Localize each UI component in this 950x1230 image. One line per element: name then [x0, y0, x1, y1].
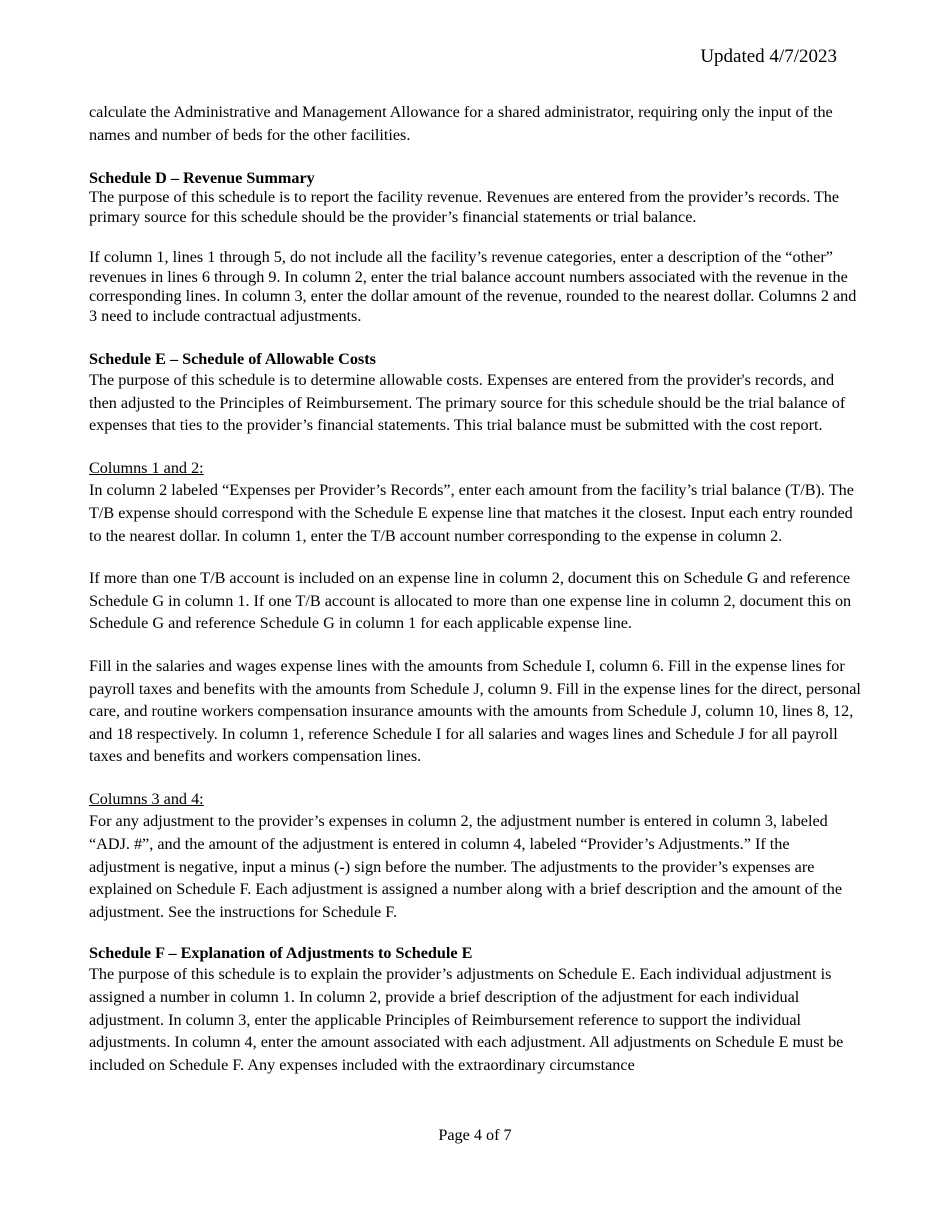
- columns-1-2-paragraph-2: If more than one T/B account is included on an expense line in column 2, document this on Schedule G and reference Schedule G in column 1. If one T/B account is allocated to more than one expense line in column 2, document this on Schedule G and reference Schedule G in column 1 for each applicable expense line.: [89, 569, 852, 633]
- schedule-e-heading: Schedule E – Schedule of Allowable Costs: [89, 349, 376, 368]
- columns-1-2-paragraph-1: In column 2 labeled “Expenses per Provider’s Records”, enter each amount from the facility’s trial balance (T/B). The T/B expense should correspond with the Schedule E expense line that matches it the closest. Input each entry rounded to the nearest dollar. In column 1, enter the T/B account number corresponding to the expense in column 2.: [89, 481, 854, 545]
- schedule-d-heading: Schedule D – Revenue Summary: [89, 169, 315, 188]
- schedule-f-heading: Schedule F – Explanation of Adjustments to Schedule E: [89, 944, 473, 963]
- schedule-e-section: [89, 349, 864, 923]
- schedule-d-purpose: The purpose of this schedule is to report the facility revenue. Revenues are entered from the provider’s records. The primary source for this schedule should be the provider’s financial statements or trial balance.: [89, 188, 840, 226]
- schedule-f-purpose: The purpose of this schedule is to explain the provider’s adjustments on Schedule E. Each individual adjustment is assigned a number in column 1. In column 2, provide a brief description of the adjustment for each individual adjustment. In column 3, enter the applicable Principles of Reimbursement reference to support the individual adjustments. In column 4, enter the amount associated with each adjustment. All adjustments on Schedule E must be included on Schedule F. Any expenses included with the extraordinary circumstance: [89, 965, 844, 1074]
- schedule-d-section: [89, 168, 864, 327]
- columns-3-4-heading: Columns 3 and 4:: [89, 789, 204, 808]
- schedule-e-purpose: The purpose of this schedule is to determine allowable costs. Expenses are entered from the provider's records, and then adjusted to the Principles of Reimbursement. The primary source for this schedule should be the trial balance of expenses that ties to the provider’s financial statements. This trial balance must be submitted with the cost report.: [89, 370, 846, 435]
- document-body: [89, 101, 864, 1076]
- schedule-f-section: [89, 943, 864, 1076]
- columns-1-2-paragraph-3: Fill in the salaries and wages expense lines with the amounts from Schedule I, column 6. Fill in the expense lines for payroll taxes and benefits with the amounts from Schedule J, column 9. Fill in the expense lines for the direct, personal care, and routine workers compensation insurance amounts with the amounts from Schedule J, column 10, lines 8, 12, and 18 respectively. In column 1, reference Schedule I for all salaries and wages lines and Schedule J for all payroll taxes and benefits and workers compensation lines.: [89, 656, 861, 766]
- schedule-d-instructions: If column 1, lines 1 through 5, do not include all the facility’s revenue categories, enter a description of the “other” revenues in lines 6 through 9. In column 2, enter the trial balance account numbers associated with the revenue in the corresponding lines. In column 3, enter the dollar amount of the revenue, rounded to the nearest dollar. Columns 2 and 3 need to include contractual adjustments.: [89, 247, 857, 326]
- page-number: Page 4 of 7: [438, 1126, 512, 1144]
- updated-date: Updated 4/7/2023: [700, 46, 837, 67]
- intro-paragraph: calculate the Administrative and Management Allowance for a shared administrator, requiring only the input of the names and number of beds for the other facilities.: [89, 103, 833, 144]
- columns-3-4-paragraph: For any adjustment to the provider’s expenses in column 2, the adjustment number is entered in column 3, labeled “ADJ. #”, and the amount of the adjustment is entered in column 4, labeled “Provider’s Adjustments.” If the adjustment is negative, input a minus (-) sign before the number. The adjustments to the provider’s expenses are explained on Schedule F. Each adjustment is assigned a number along with a brief description and the amount of the adjustment. See the instructions for Schedule F.: [89, 812, 843, 921]
- columns-1-2-heading: Columns 1 and 2:: [89, 458, 204, 477]
